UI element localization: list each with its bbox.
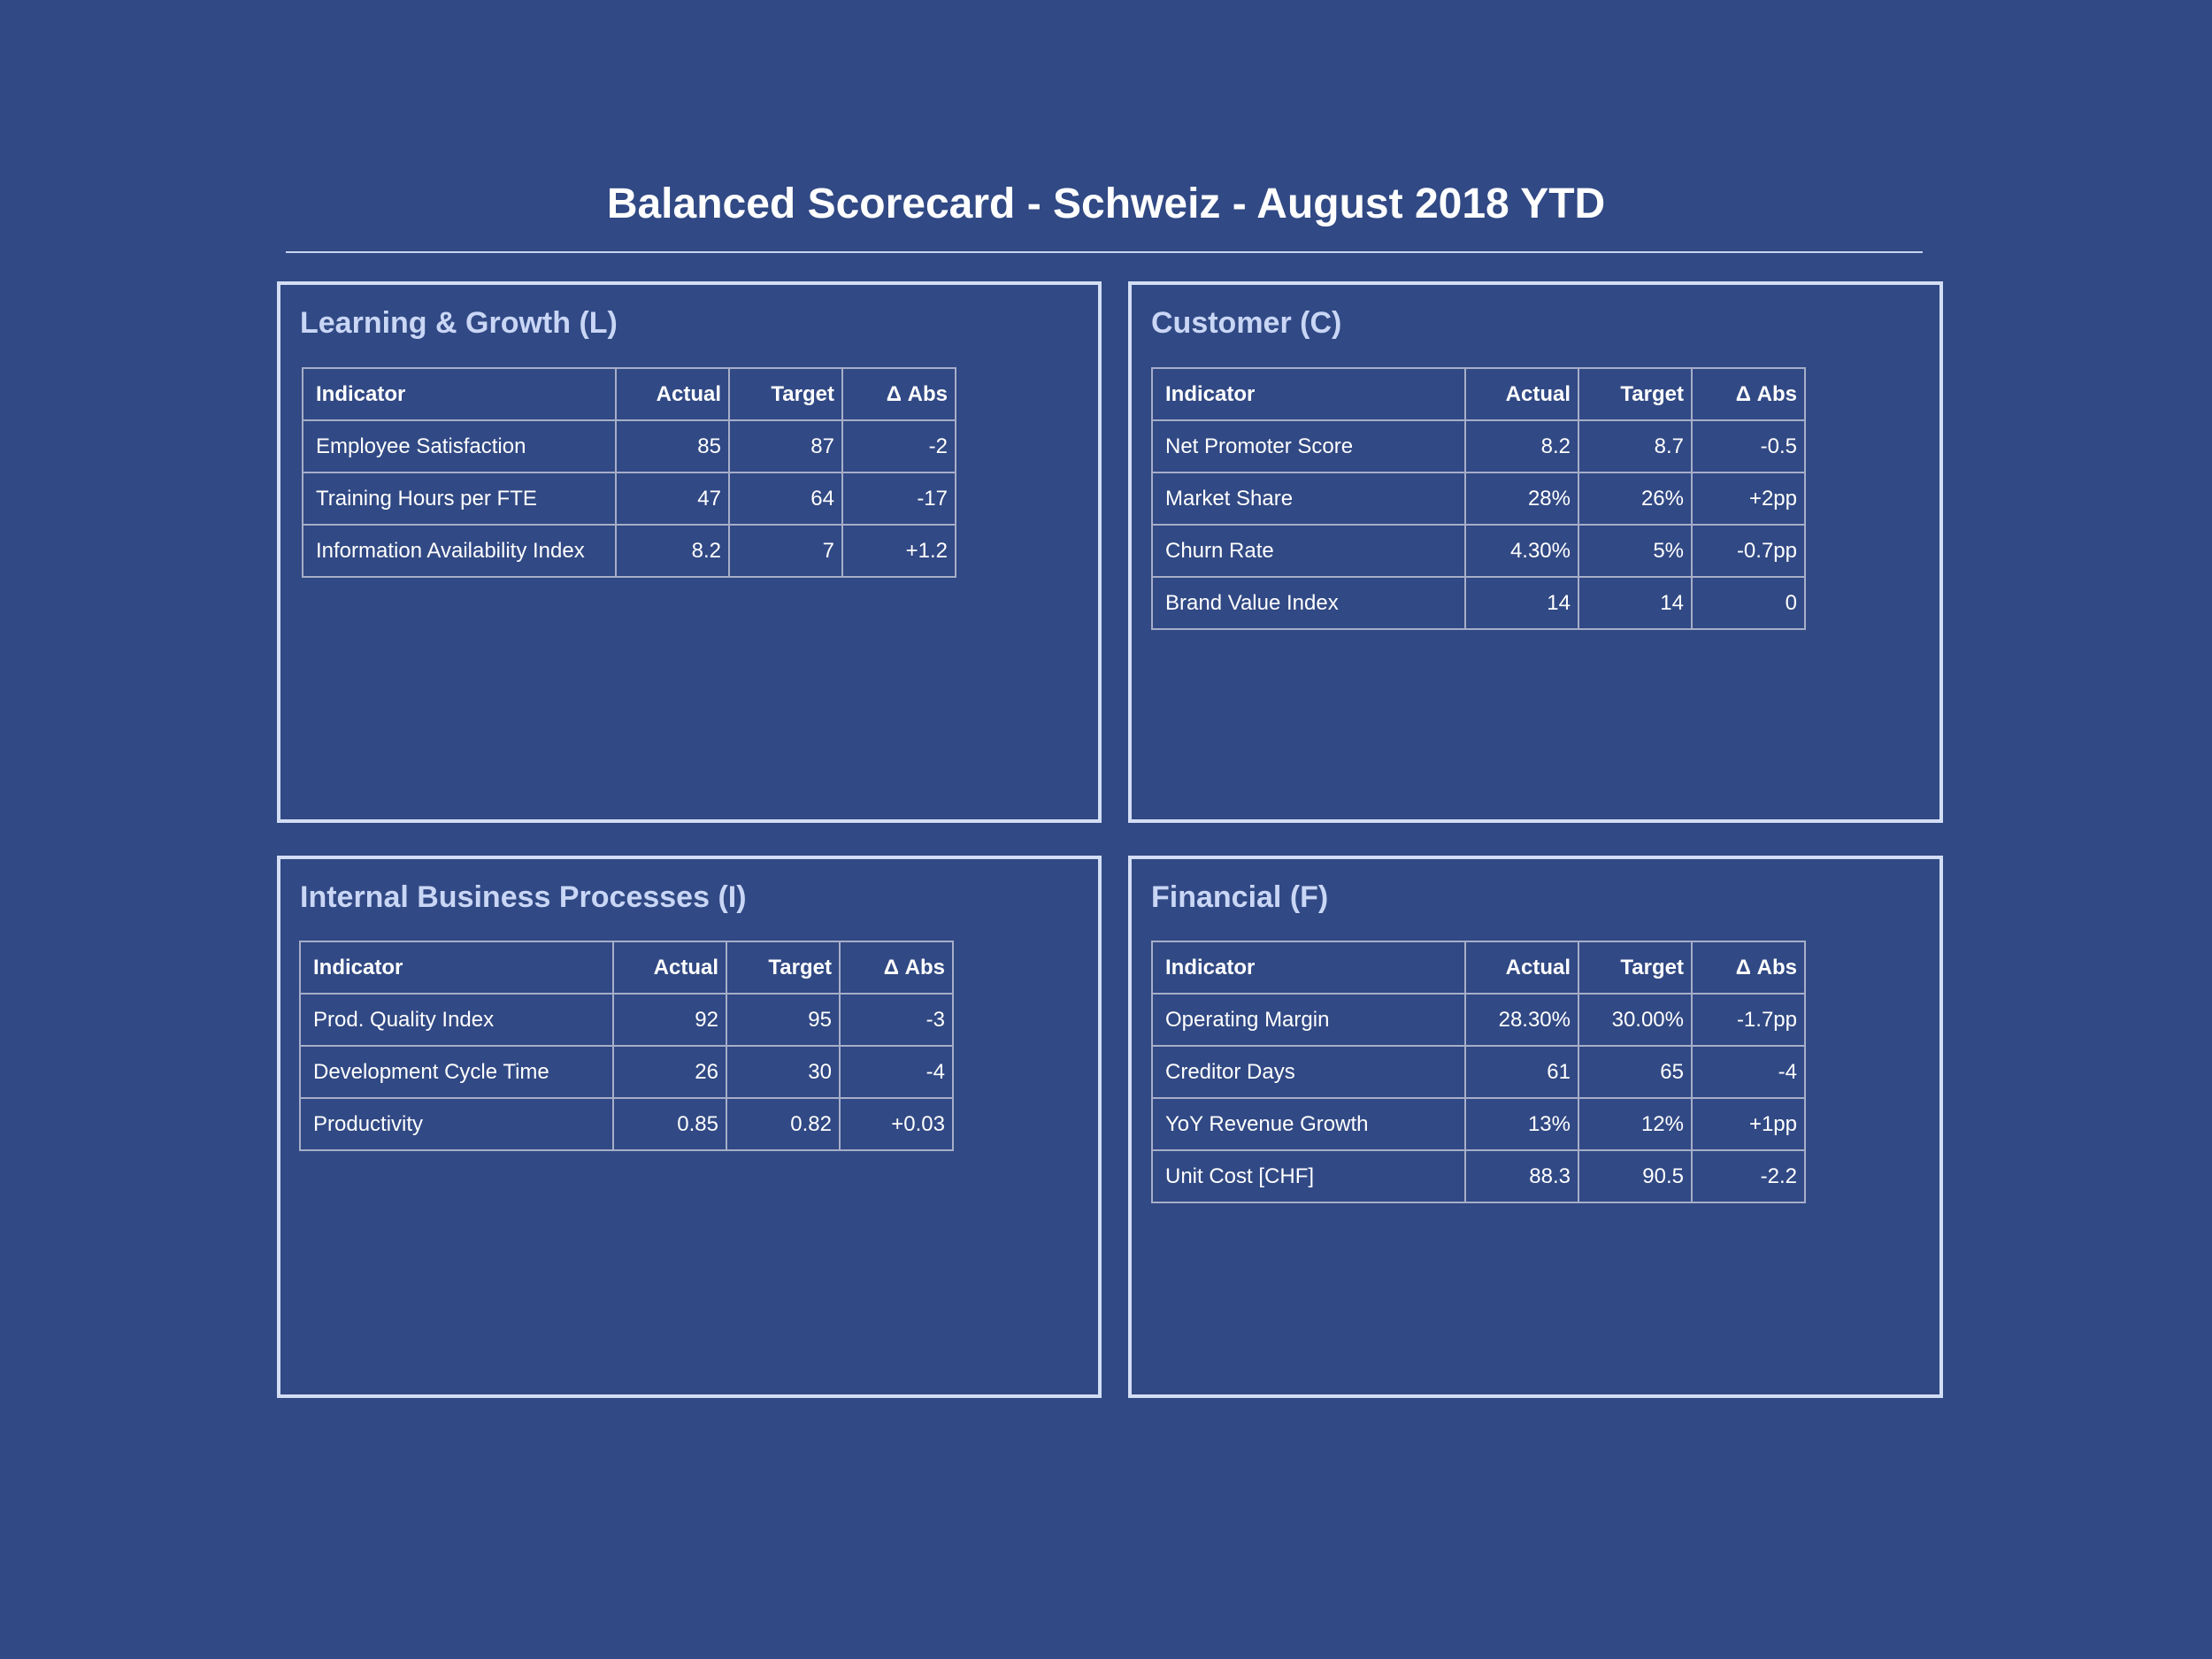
table-row — [303, 420, 956, 472]
panel-title-learning-growth: Learning & Growth (L) — [300, 306, 618, 340]
cell-delta: -3 — [840, 994, 953, 1046]
customer-table — [1151, 367, 1806, 630]
cell-indicator: Brand Value Index — [1152, 577, 1465, 629]
table-row — [1152, 1150, 1805, 1202]
cell-indicator: Productivity — [300, 1098, 613, 1150]
title-divider — [286, 251, 1923, 253]
table-row — [1152, 472, 1805, 525]
table-header-row — [1152, 941, 1805, 994]
header-target: Target — [726, 941, 840, 994]
table-row — [303, 525, 956, 577]
header-delta: Δ Abs — [842, 368, 956, 420]
financial-panel — [1128, 856, 1943, 1398]
cell-target: 30 — [726, 1046, 840, 1098]
cell-actual: 8.2 — [1465, 420, 1578, 472]
cell-indicator: Training Hours per FTE — [303, 472, 616, 525]
cell-indicator: Prod. Quality Index — [300, 994, 613, 1046]
header-indicator: Indicator — [300, 941, 613, 994]
cell-delta: 0 — [1692, 577, 1805, 629]
cell-delta: +2pp — [1692, 472, 1805, 525]
cell-delta: +1.2 — [842, 525, 956, 577]
table-row — [1152, 1046, 1805, 1098]
cell-delta: -2 — [842, 420, 956, 472]
cell-actual: 47 — [616, 472, 729, 525]
cell-target: 0.82 — [726, 1098, 840, 1150]
cell-delta: -17 — [842, 472, 956, 525]
header-delta: Δ Abs — [1692, 368, 1805, 420]
cell-actual: 13% — [1465, 1098, 1578, 1150]
cell-indicator: Unit Cost [CHF] — [1152, 1150, 1465, 1202]
header-actual: Actual — [1465, 368, 1578, 420]
cell-indicator: Net Promoter Score — [1152, 420, 1465, 472]
cell-delta: -2.2 — [1692, 1150, 1805, 1202]
table-row — [1152, 525, 1805, 577]
table-row — [1152, 577, 1805, 629]
internal-processes-table — [299, 941, 954, 1151]
panel-title-customer: Customer (C) — [1151, 306, 1342, 340]
cell-actual: 26 — [613, 1046, 726, 1098]
header-indicator: Indicator — [1152, 368, 1465, 420]
table-header-row — [1152, 368, 1805, 420]
financial-table — [1151, 941, 1806, 1203]
panel-title-financial: Financial (F) — [1151, 880, 1329, 914]
cell-delta: -4 — [1692, 1046, 1805, 1098]
cell-actual: 61 — [1465, 1046, 1578, 1098]
cell-target: 14 — [1578, 577, 1692, 629]
cell-actual: 92 — [613, 994, 726, 1046]
cell-delta: -1.7pp — [1692, 994, 1805, 1046]
table-row — [1152, 420, 1805, 472]
table-row — [1152, 994, 1805, 1046]
cell-actual: 8.2 — [616, 525, 729, 577]
table-row — [300, 1046, 953, 1098]
customer-panel — [1128, 281, 1943, 823]
header-target: Target — [729, 368, 842, 420]
cell-indicator: YoY Revenue Growth — [1152, 1098, 1465, 1150]
cell-target: 26% — [1578, 472, 1692, 525]
cell-target: 12% — [1578, 1098, 1692, 1150]
header-target: Target — [1578, 368, 1692, 420]
header-actual: Actual — [616, 368, 729, 420]
cell-indicator: Creditor Days — [1152, 1046, 1465, 1098]
table-row — [1152, 1098, 1805, 1150]
cell-target: 64 — [729, 472, 842, 525]
cell-indicator: Employee Satisfaction — [303, 420, 616, 472]
table-header-row — [300, 941, 953, 994]
cell-actual: 0.85 — [613, 1098, 726, 1150]
header-indicator: Indicator — [303, 368, 616, 420]
cell-target: 90.5 — [1578, 1150, 1692, 1202]
cell-actual: 85 — [616, 420, 729, 472]
table-header-row — [303, 368, 956, 420]
learning-growth-panel — [277, 281, 1102, 823]
header-indicator: Indicator — [1152, 941, 1465, 994]
internal-processes-panel — [277, 856, 1102, 1398]
cell-actual: 28% — [1465, 472, 1578, 525]
cell-indicator: Churn Rate — [1152, 525, 1465, 577]
cell-actual: 28.30% — [1465, 994, 1578, 1046]
page-title: Balanced Scorecard - Schweiz - August 2018 YTD — [606, 180, 1606, 227]
cell-target: 65 — [1578, 1046, 1692, 1098]
cell-indicator: Information Availability Index — [303, 525, 616, 577]
cell-actual: 88.3 — [1465, 1150, 1578, 1202]
cell-delta: -4 — [840, 1046, 953, 1098]
panel-title-internal-processes: Internal Business Processes (I) — [300, 880, 747, 914]
header-actual: Actual — [1465, 941, 1578, 994]
cell-target: 87 — [729, 420, 842, 472]
cell-indicator: Market Share — [1152, 472, 1465, 525]
cell-actual: 4.30% — [1465, 525, 1578, 577]
header-delta: Δ Abs — [1692, 941, 1805, 994]
cell-target: 5% — [1578, 525, 1692, 577]
cell-target: 30.00% — [1578, 994, 1692, 1046]
table-row — [300, 1098, 953, 1150]
header-target: Target — [1578, 941, 1692, 994]
cell-target: 7 — [729, 525, 842, 577]
cell-delta: +0.03 — [840, 1098, 953, 1150]
cell-actual: 14 — [1465, 577, 1578, 629]
header-delta: Δ Abs — [840, 941, 953, 994]
cell-delta: -0.5 — [1692, 420, 1805, 472]
learning-growth-table — [302, 367, 956, 578]
cell-indicator: Development Cycle Time — [300, 1046, 613, 1098]
table-row — [303, 472, 956, 525]
cell-target: 95 — [726, 994, 840, 1046]
header-actual: Actual — [613, 941, 726, 994]
table-row — [300, 994, 953, 1046]
cell-delta: -0.7pp — [1692, 525, 1805, 577]
cell-indicator: Operating Margin — [1152, 994, 1465, 1046]
cell-target: 8.7 — [1578, 420, 1692, 472]
cell-delta: +1pp — [1692, 1098, 1805, 1150]
